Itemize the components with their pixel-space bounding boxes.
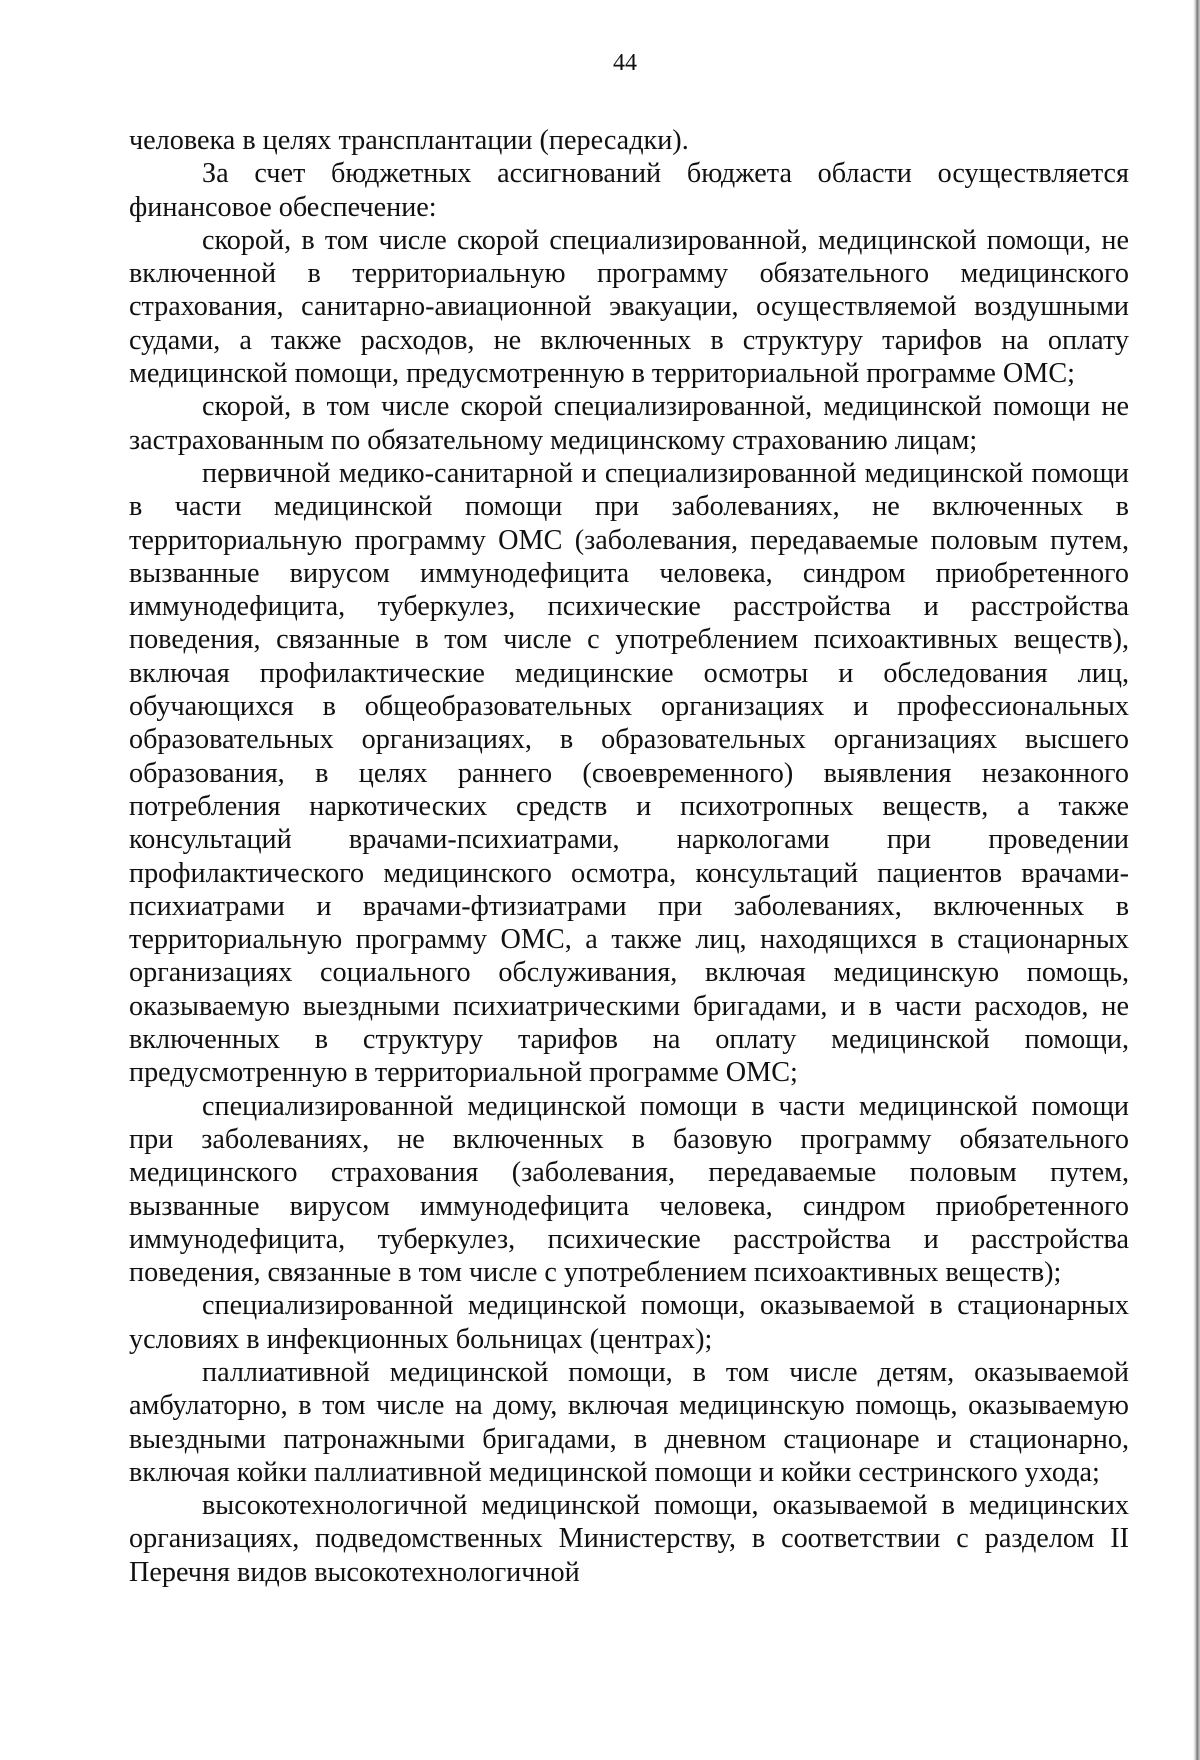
paragraph-1: человека в целях трансплантации (пересадки). xyxy=(129,125,689,156)
paragraph-5: первичной медико-санитарной и специализированной медицинской помощи в части медицинской помощи при заболеваниях, не включенных в территориальную программу ОМС (заболевания, передаваемые половым путем, вызванные вирусом иммунодефицита человека, синдром приобретенного иммунодефицита, туберкулез, психические расстройства и расстройства поведения, связанные в том числе с употреблением психоактивных веществ), включая профилактические медицинские осмотры и обследования лиц, обучающихся в общеобразовательных организациях и профессиональных образовательных организациях, в образовательных организациях высшего образования, в целях раннего (своевременного) выявления незаконного потребления наркотических средств и психотропных веществ, а также консультаций врачами-психиатрами, наркологами при проведении профилактического медицинского осмотра, консультаций пациентов врачами-психиатрами и врачами-фтизиатрами при заболеваниях, включенных в территориальную программу ОМС, а также лиц, находящихся в стационарных организациях социального обслуживания, включая медицинскую помощь, оказываемую выездными психиатрическими бригадами, и в части расходов, не включенных в структуру тарифов на оплату медицинской помощи, предусмотренную в территориальной программе ОМС; xyxy=(129,457,1129,1089)
page-number: 44 xyxy=(613,50,637,76)
scan-edge-strip xyxy=(1193,0,1200,1760)
paragraph-6: специализированной медицинской помощи в части медицинской помощи при заболеваниях, не включенных в базовую программу обязательного медицинского страхования (заболевания, передаваемые половым путем, вызванные вирусом иммунодефицита человека, синдром приобретенного иммунодефицита, туберкулез, психические расстройства и расстройства поведения, связанные в том числе с употреблением психоактивных веществ); xyxy=(129,1090,1129,1289)
paragraph-3: скорой, в том числе скорой специализированной, медицинской помощи, не включенной в территориальную программу обязательного медицинского страхования, санитарно-авиационной эвакуации, осуществляемой воздушными судами, а также расходов, не включенных в структуру тарифов на оплату медицинской помощи, предусмотренную в территориальной программе ОМС; xyxy=(129,224,1129,390)
paragraph-9: высокотехнологичной медицинской помощи, оказываемой в медицинских организациях, подведомственных Министерству, в соответствии с разделом II Перечня видов высокотехнологичной xyxy=(129,1490,1129,1588)
paragraph-8: паллиативной медицинской помощи, в том числе детям, оказываемой амбулаторно, в том числе на дому, включая медицинскую помощь, оказываемую выездными патронажными бригадами, в дневном стационаре и стационарно, включая койки паллиативной медицинской помощи и койки сестринского ухода; xyxy=(129,1356,1129,1488)
paragraph-2: За счет бюджетных ассигнований бюджета области осуществляется финансовое обеспечение: xyxy=(129,158,1129,223)
body-text xyxy=(129,124,1129,1589)
paragraph-7: специализированной медицинской помощи, оказываемой в стационарных условиях в инфекционных больницах (центрах); xyxy=(129,1290,1129,1355)
paragraph-4: скорой, в том числе скорой специализированной, медицинской помощи не застрахованным по обязательному медицинскому страхованию лицам; xyxy=(129,391,1129,456)
